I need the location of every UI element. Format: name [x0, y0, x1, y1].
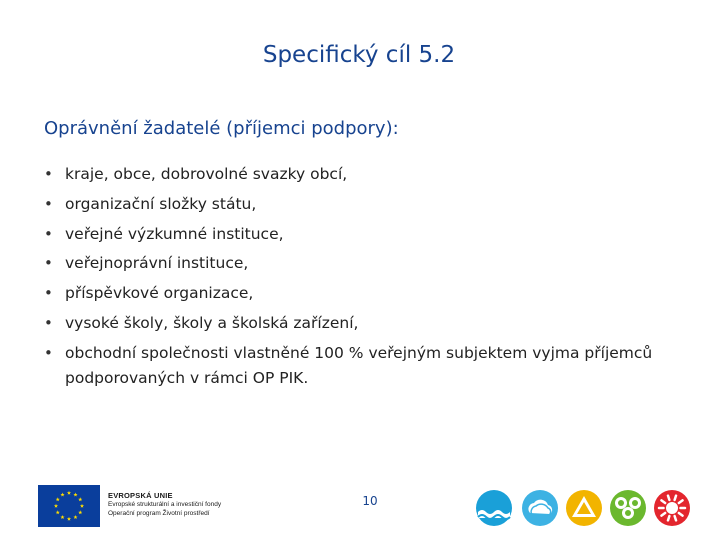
eu-line-2: Evropské strukturální a investiční fondy	[108, 501, 222, 508]
cloud-icon	[520, 488, 560, 528]
sun-ray-icon	[675, 496, 676, 500]
sun-ray-icon	[675, 516, 676, 520]
sun-ray-icon	[668, 496, 669, 500]
bullet-icon: •	[44, 224, 53, 243]
page-number: 10	[362, 494, 378, 508]
list-item-text: kraje, obce, dobrovolné svazky obcí,	[65, 165, 348, 183]
slide-title: Specifický cíl 5.2	[262, 42, 456, 68]
list-item	[44, 309, 674, 339]
eu-star-icon	[54, 504, 58, 508]
eu-line-1: EVROPSKÁ UNIE	[108, 491, 173, 500]
list-item-text: obchodní společnosti vlastněné 100 % veřejným subjektem vyjma příjemců podporovaných v rámci OP PIK.	[65, 343, 653, 387]
eu-star-icon	[73, 493, 77, 497]
eu-star-icon	[78, 497, 82, 501]
bullet-icon: •	[44, 194, 53, 213]
eu-star-icon	[80, 504, 84, 508]
list-item	[44, 279, 674, 309]
eu-star-icon	[56, 497, 60, 501]
applicant-list	[44, 160, 674, 391]
eu-logo-text	[108, 491, 308, 518]
eu-star-icon	[78, 510, 82, 514]
eu-star-icon	[67, 491, 71, 495]
list-item	[44, 190, 674, 220]
list-item-text: příspěvkové organizace,	[65, 284, 254, 303]
bullet-icon: •	[44, 254, 53, 273]
list-item-text: organizační složky státu,	[65, 194, 257, 213]
list-item	[44, 160, 674, 190]
sun-ray-icon	[668, 516, 669, 520]
eu-star-icon	[56, 510, 60, 514]
list-item-text: veřejnoprávní instituce,	[65, 254, 249, 273]
op-icons	[470, 488, 690, 528]
eu-star-icon	[60, 515, 64, 519]
triangle-icon	[564, 488, 604, 528]
slide-subtitle: Oprávnění žadatelé (příjemci podpory):	[44, 118, 399, 139]
eu-flag-icon	[38, 485, 100, 527]
water-icon	[474, 488, 514, 528]
list-item	[44, 339, 674, 391]
list-item	[44, 249, 674, 279]
sun-icon	[652, 488, 692, 528]
trees-icon	[608, 488, 648, 528]
eu-star-icon	[60, 493, 64, 497]
bullet-icon: •	[44, 313, 53, 332]
list-item	[44, 220, 674, 250]
bullet-icon: •	[44, 284, 53, 303]
eu-line-3: Operační program Životní prostředí	[108, 510, 210, 517]
list-item-text: vysoké školy, školy a školská zařízení,	[65, 313, 359, 332]
bullet-icon: •	[44, 165, 53, 183]
eu-star-icon	[67, 517, 71, 521]
list-item-text: veřejné výzkumné instituce,	[65, 224, 284, 243]
eu-star-icon	[73, 515, 77, 519]
bullet-icon: •	[44, 343, 53, 362]
